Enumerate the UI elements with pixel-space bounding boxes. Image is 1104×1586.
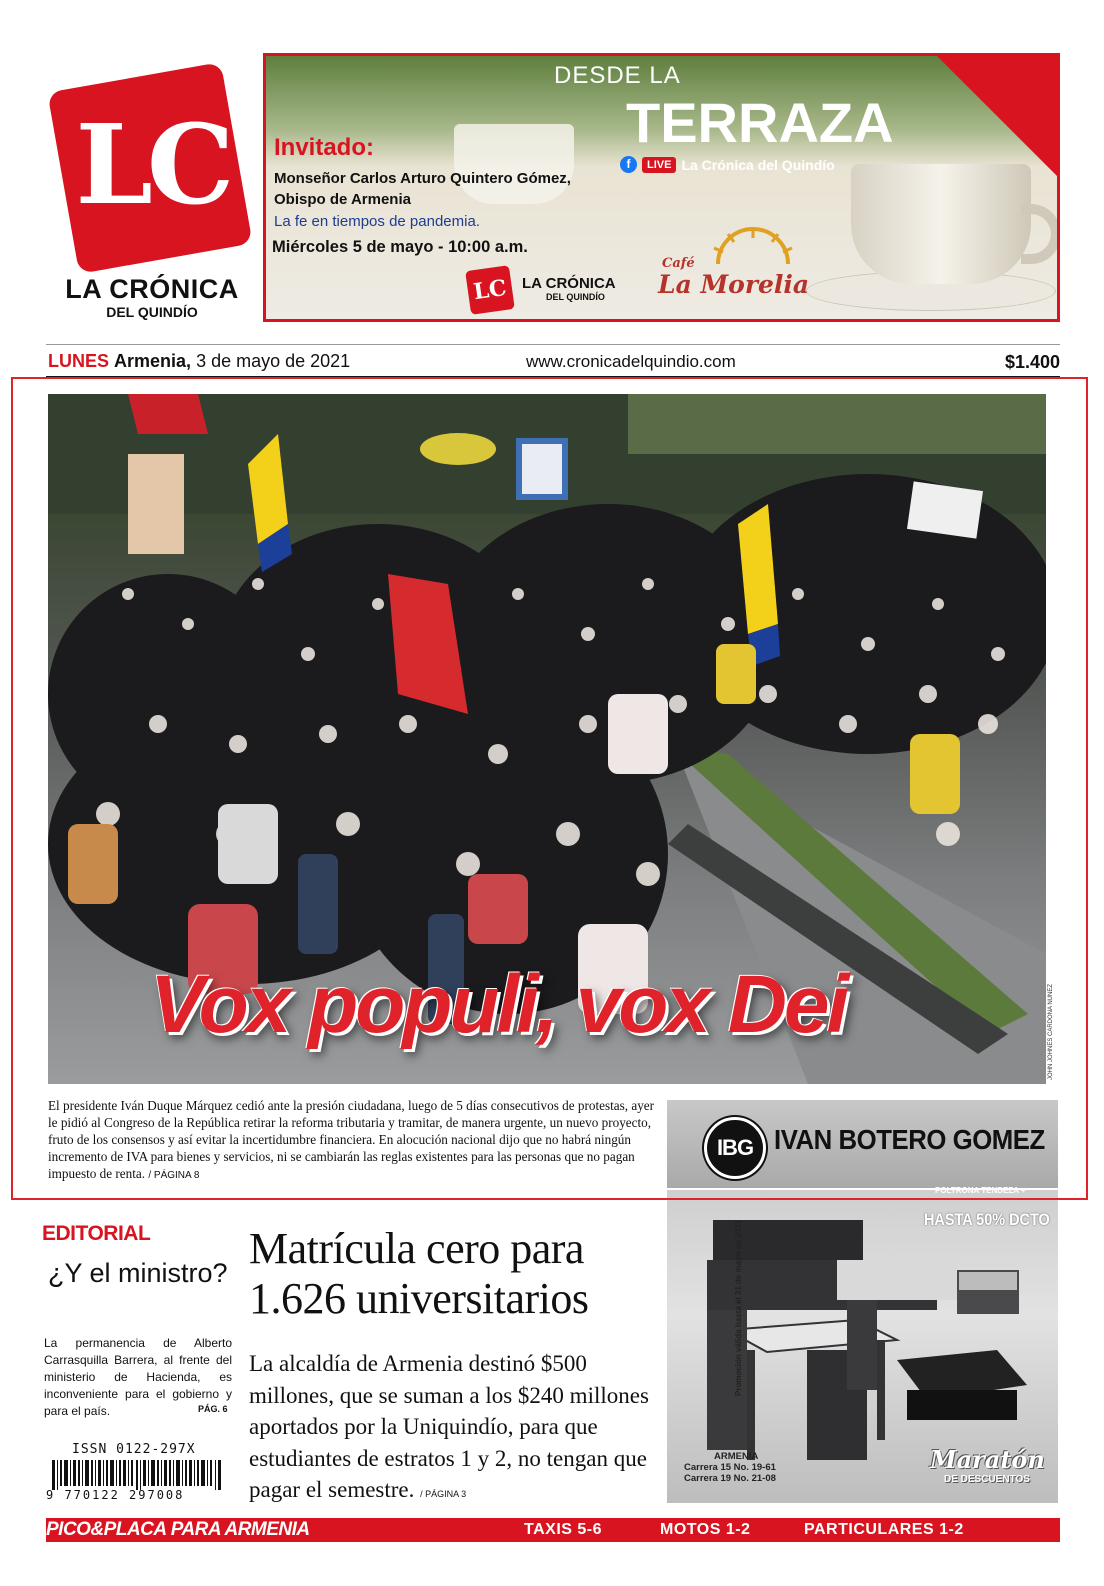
live-page-name: La Crónica del Quindío	[681, 156, 835, 173]
issue-price: $1.400	[1004, 352, 1060, 372]
dateline	[48, 351, 350, 372]
editorial-page-ref: PÁG. 6	[198, 1404, 228, 1414]
main-story-lead-text: El presidente Iván Duque Márquez cedió ante la presión ciudadana, luego de 5 días consecutivos de protestas, ayer le pidió al Congreso de la República retirar la reforma tributaria y tramitar, de manera urgente, un nuevo proyecto, fruto de los consensos y así evitar la incertidumbre financiera. En alocución nacional dijo que no habrá ningún incremento de IVA para bienes y servicios, ni se cambiarán las reglas existentes para las personas que no pagan impuesto de renta.	[48, 1098, 655, 1181]
main-story-page-ref: / PÁGINA 8	[148, 1170, 200, 1181]
ibg-address-2: Carrera 19 No. 21-08	[684, 1473, 776, 1484]
second-story-text: La alcaldía de Armenia destinó $500 millones, que se suman a los $240 millones aportados por la Uniquindío, para que estudiantes de estratos 1 y 2, no tengan que pagar el semestre.	[249, 1351, 649, 1502]
ad-cup-handle	[1021, 204, 1060, 264]
ibg-validity-note: Promoción válida hasta el 31 de mayo de 2021	[734, 1219, 743, 1396]
cafe-small-label: Café	[662, 256, 695, 271]
pico-placa-motos: MOTOS 1-2	[660, 1521, 751, 1538]
pico-placa-taxis: TAXIS 5-6	[524, 1521, 602, 1538]
ibg-company-name: IVAN BOTERO GOMEZ	[774, 1124, 1045, 1155]
editorial-title[interactable]: ¿Y el ministro?	[48, 1258, 228, 1288]
ibg-maraton-sub: DE DESCUENTOS	[944, 1474, 1030, 1485]
ad-guest-role: Obispo de Armenia	[274, 191, 411, 208]
barcode-icon	[52, 1460, 224, 1490]
masthead-subname: DEL QUINDÍO	[106, 304, 198, 320]
photo-credit: JOHN JOHNES CARDONA NÚÑEZ	[1048, 983, 1054, 1080]
second-story-page-ref: / PÁGINA 3	[420, 1489, 467, 1499]
dateline-top-rule	[46, 344, 1060, 345]
ibg-promo-top: POLTRONA TENDEZA +	[935, 1186, 1026, 1195]
ad-live-row	[620, 156, 835, 173]
ibg-addresses	[684, 1451, 776, 1484]
ad-red-corner	[937, 56, 1057, 176]
logo-letters: LC	[75, 100, 229, 229]
ad-desde-text: DESDE LA	[554, 62, 681, 89]
ad-date: Miércoles 5 de mayo - 10:00 a.m.	[272, 238, 528, 256]
ibg-city: ARMENIA	[714, 1451, 759, 1462]
terraza-ad-banner[interactable]	[263, 53, 1060, 322]
dateline-date: 3 de mayo de 2021	[196, 351, 351, 371]
ibg-maraton-title: Maratón	[930, 1445, 1045, 1474]
editorial-body: La permanencia de Alberto Carrasquilla Barrera, al frente del ministerio de Hacienda, es inconveniente para el gobierno y para el país.	[44, 1336, 232, 1418]
ad-topic: La fe en tiempos de pandemia.	[274, 213, 480, 230]
ibg-logo: IBG	[704, 1117, 766, 1179]
site-url-link[interactable]: www.cronicadelquindio.com	[526, 352, 736, 371]
highlight-box	[11, 377, 1088, 1200]
dateline-day: LUNES	[48, 351, 110, 371]
cafe-sun-icon	[708, 226, 798, 266]
ad-invitado-label: Invitado:	[274, 134, 374, 161]
ad-lc-sub: DEL QUINDÍO	[546, 292, 605, 302]
ibg-address-1: Carrera 15 No. 19-61	[684, 1462, 776, 1473]
ad-coffee-cup	[851, 164, 1031, 284]
second-story-body	[249, 1348, 661, 1511]
pico-placa-title: PICO&PLACA PARA ARMENIA	[46, 1519, 310, 1540]
pico-placa-bar	[46, 1518, 1060, 1542]
ibg-promo: HASTA 50% DCTO	[924, 1210, 1050, 1229]
dateline-city: Armenia,	[114, 351, 192, 371]
main-headline[interactable]: Vox populi, vox Dei	[150, 959, 847, 1050]
live-badge: LIVE	[642, 157, 676, 173]
barcode-number: 9 770122 297008	[46, 1488, 185, 1502]
facebook-icon: f	[620, 156, 637, 173]
cafe-name: La Morelia	[658, 270, 810, 299]
issn-label: ISSN 0122-297X	[72, 1442, 196, 1457]
ad-lc-logo: LC	[465, 265, 515, 315]
masthead-logo[interactable]	[54, 68, 250, 324]
editorial-label: EDITORIAL	[42, 1222, 151, 1245]
ad-lc-name: LA CRÓNICA	[522, 275, 616, 292]
pico-placa-particulares: PARTICULARES 1-2	[804, 1521, 964, 1538]
masthead-name: LA CRÓNICA	[65, 274, 239, 304]
ad-terraza-title: TERRAZA	[626, 91, 894, 154]
second-story-title[interactable]: Matrícula cero para 1.626 universitarios	[249, 1224, 589, 1323]
ad-guest	[274, 168, 634, 210]
ad-guest-name: Monseñor Carlos Arturo Quintero Gómez,	[274, 170, 571, 187]
